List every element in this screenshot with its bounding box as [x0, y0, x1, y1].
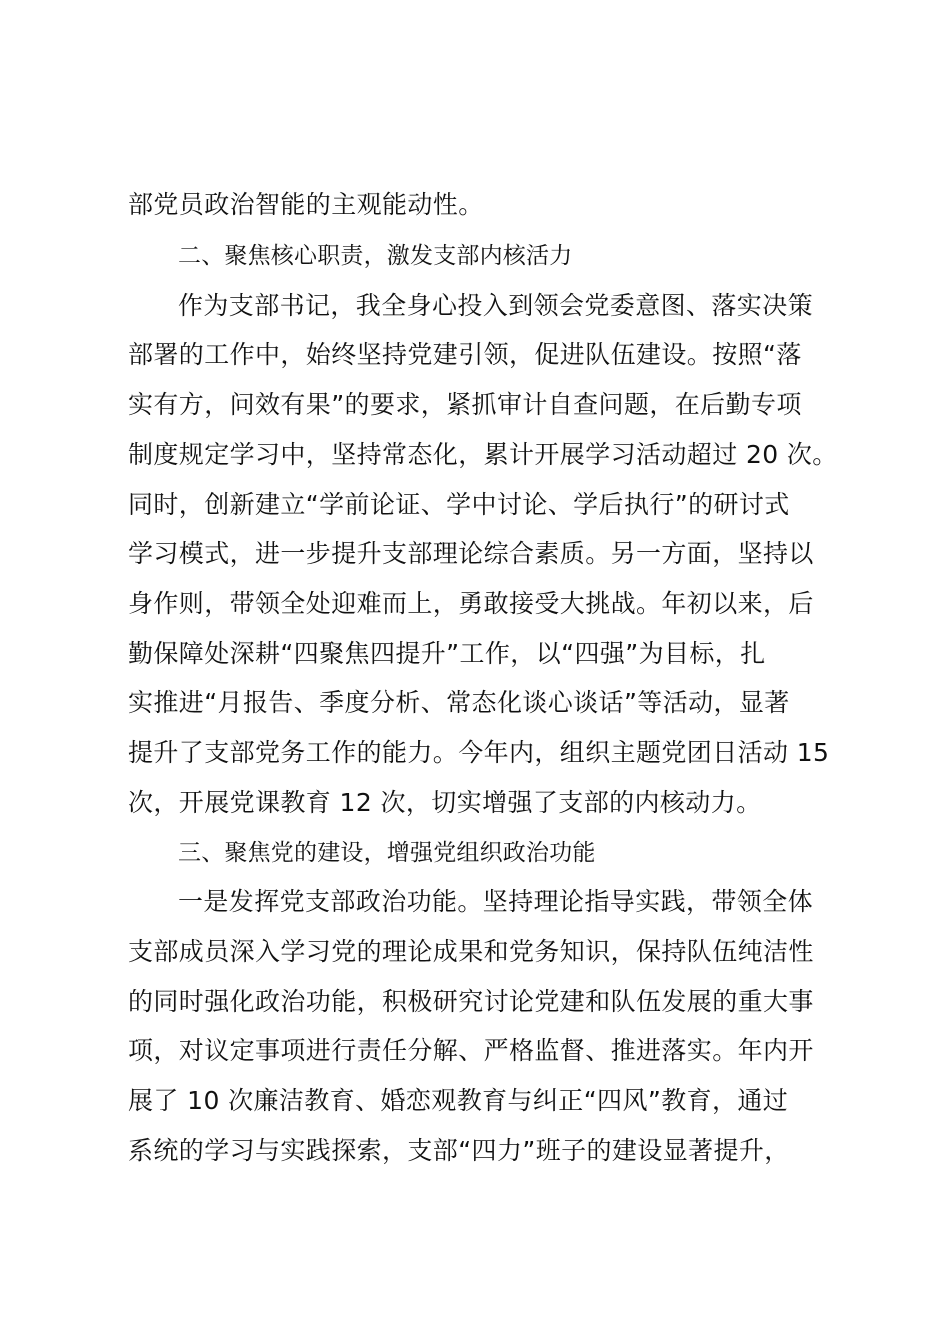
paragraph-line: 的同时强化政治功能，积极研究讨论党建和队伍发展的重大事: [128, 987, 814, 1016]
paragraph-line: 系统的学习与实践探索，支部“四力”班子的建设显著提升，: [128, 1136, 790, 1165]
paragraph-line: 次，开展党课教育 12 次，切实增强了支部的内核动力。: [128, 788, 762, 817]
paragraph-line: 一是发挥党支部政治功能。坚持理论指导实践，带领全体: [178, 887, 814, 916]
paragraph-line: 部党员政治智能的主观能动性。: [128, 190, 484, 219]
section-heading-2: 二、聚焦核心职责，激发支部内核活力: [178, 243, 573, 269]
paragraph-line: 部署的工作中，始终坚持党建引领，促进队伍建设。按照“落: [128, 340, 802, 369]
paragraph-line: 身作则，带领全处迎难而上，勇敢接受大挑战。年初以来，后: [128, 589, 814, 618]
paragraph-line: 展了 10 次廉洁教育、婚恋观教育与纠正“四风”教育，通过: [128, 1086, 789, 1115]
paragraph-line: 制度规定学习中，坚持常态化，累计开展学习活动超过 20 次。: [128, 440, 838, 469]
paragraph-line: 同时，创新建立“学前论证、学中讨论、学后执行”的研讨式: [128, 490, 790, 519]
section-heading-3: 三、聚焦党的建设，增强党组织政治功能: [178, 840, 596, 866]
paragraph-line: 勤保障处深耕“四聚焦四提升”工作，以“四强”为目标，扎: [128, 639, 766, 668]
paragraph-line: 实推进“月报告、季度分析、常态化谈心谈话”等活动，显著: [128, 688, 790, 717]
paragraph-line: 实有方，问效有果”的要求，紧抓审计自查问题，在后勤专项: [128, 390, 802, 419]
paragraph-line: 提升了支部党务工作的能力。今年内，组织主题党团日活动 15: [128, 738, 830, 767]
paragraph-line: 项，对议定事项进行责任分解、严格监督、推进落实。年内开: [128, 1036, 814, 1065]
paragraph-line: 学习模式，进一步提升支部理论综合素质。另一方面，坚持以: [128, 539, 814, 568]
paragraph-line: 支部成员深入学习党的理论成果和党务知识，保持队伍纯洁性: [128, 937, 814, 966]
paragraph-line: 作为支部书记，我全身心投入到领会党委意图、落实决策: [178, 291, 814, 320]
